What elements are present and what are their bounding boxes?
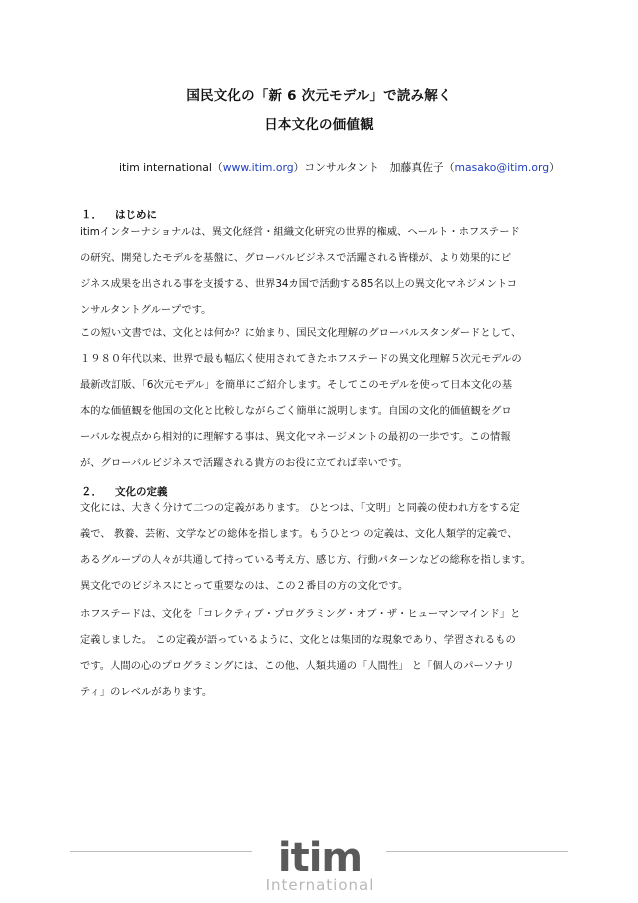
section-number: ２．	[81, 486, 102, 498]
text-line: 文化には、大きく分けて二つの定義があります。 ひとつは、「文明」と同義の使われ方をする定	[80, 502, 520, 514]
text-line: ーバルな視点から相対的に理解する事は、異文化マネージメントの最初の一歩です。この情報	[80, 431, 511, 443]
paragraph-about-itim	[80, 219, 560, 323]
text-line: 義で、 教養、芸術、文学などの総体を指します。もうひとつ の定義は、文化人類学的定義で、	[80, 528, 518, 540]
itim-logo: itim	[277, 835, 363, 881]
paragraph-two-definitions	[80, 495, 560, 599]
text-line: この短い文書では、文化とは何か？に始まり、国民文化理解のグローバルスタンダードとして、	[80, 327, 522, 339]
text-line: あるグループの人々が共通して持っている考え方、感じ方、行動パターンなどの総称を指します。	[80, 554, 532, 566]
text-line: １９８０年代以来、世界で最も幅広く使用されてきたホフステードの異文化理解５次元モデルの	[80, 353, 522, 365]
page-footer	[0, 835, 638, 903]
text-line: ジネス成果を出される事を支援する、世界34カ国で活動する85名以上の異文化マネジメントコ	[80, 278, 518, 290]
footer-divider-left	[70, 851, 252, 852]
author-role: ）コンサルタント 加藤真佐子（	[293, 161, 455, 174]
document-subtitle: 日本文化の価値観	[264, 117, 374, 133]
author-end: ）	[549, 161, 560, 174]
author-line	[119, 160, 560, 175]
footer-divider-right	[386, 851, 568, 852]
text-line: 最新改訂版、「6次元モデル」を簡単にご紹介します。そしてこのモデルを使って日本文化の基	[80, 379, 513, 391]
itim-logo-subtitle: International	[265, 876, 375, 894]
section-title: 文化の定義	[115, 486, 168, 498]
section-title: はじめに	[115, 209, 157, 221]
email-link[interactable]: masako@itim.org	[454, 161, 550, 174]
text-line: です。人間の心のプログラミングには、この他、人類共通の「人間性」 と「個人のパーソナリ	[80, 660, 515, 672]
text-line: itimインターナショナルは、異文化経営・組織文化研究の世界的権威、ヘールト・ホフステード	[80, 226, 520, 238]
text-line: 定義しました。 この定義が語っているように、文化とは集団的な現象であり、学習されるもの	[80, 634, 516, 646]
text-line: 本的な価値観を他国の文化と比較しながらごく簡単に説明します。自国の文化的価値観をグロ	[80, 405, 512, 417]
section-number: １．	[81, 209, 102, 221]
website-link[interactable]: www.itim.org	[222, 161, 294, 174]
text-line: 異文化でのビジネスにとって重要なのは、この２番目の方の文化です。	[80, 580, 409, 592]
text-line: の研究、開発したモデルを基盤に、グローバルビジネスで活躍される皆様が、より効果的にビ	[80, 252, 512, 264]
paragraph-hofstede-definition	[80, 601, 560, 705]
text-line: ティ」のレベルがあります。	[80, 686, 213, 698]
text-line: ホフステードは、文化を「コレクティブ・プログラミング・オブ・ザ・ヒューマンマインド」と	[80, 608, 521, 620]
text-line: が、グローバルビジネスで活躍される貴方のお役に立てれば幸いです。	[80, 457, 408, 469]
text-line: ンサルタントグループです。	[80, 304, 212, 316]
document-title: 国民文化の「新 6 次元モデル」で読み解く	[186, 88, 452, 104]
author-org: itim international（	[119, 161, 223, 174]
paragraph-document-purpose	[80, 320, 560, 476]
